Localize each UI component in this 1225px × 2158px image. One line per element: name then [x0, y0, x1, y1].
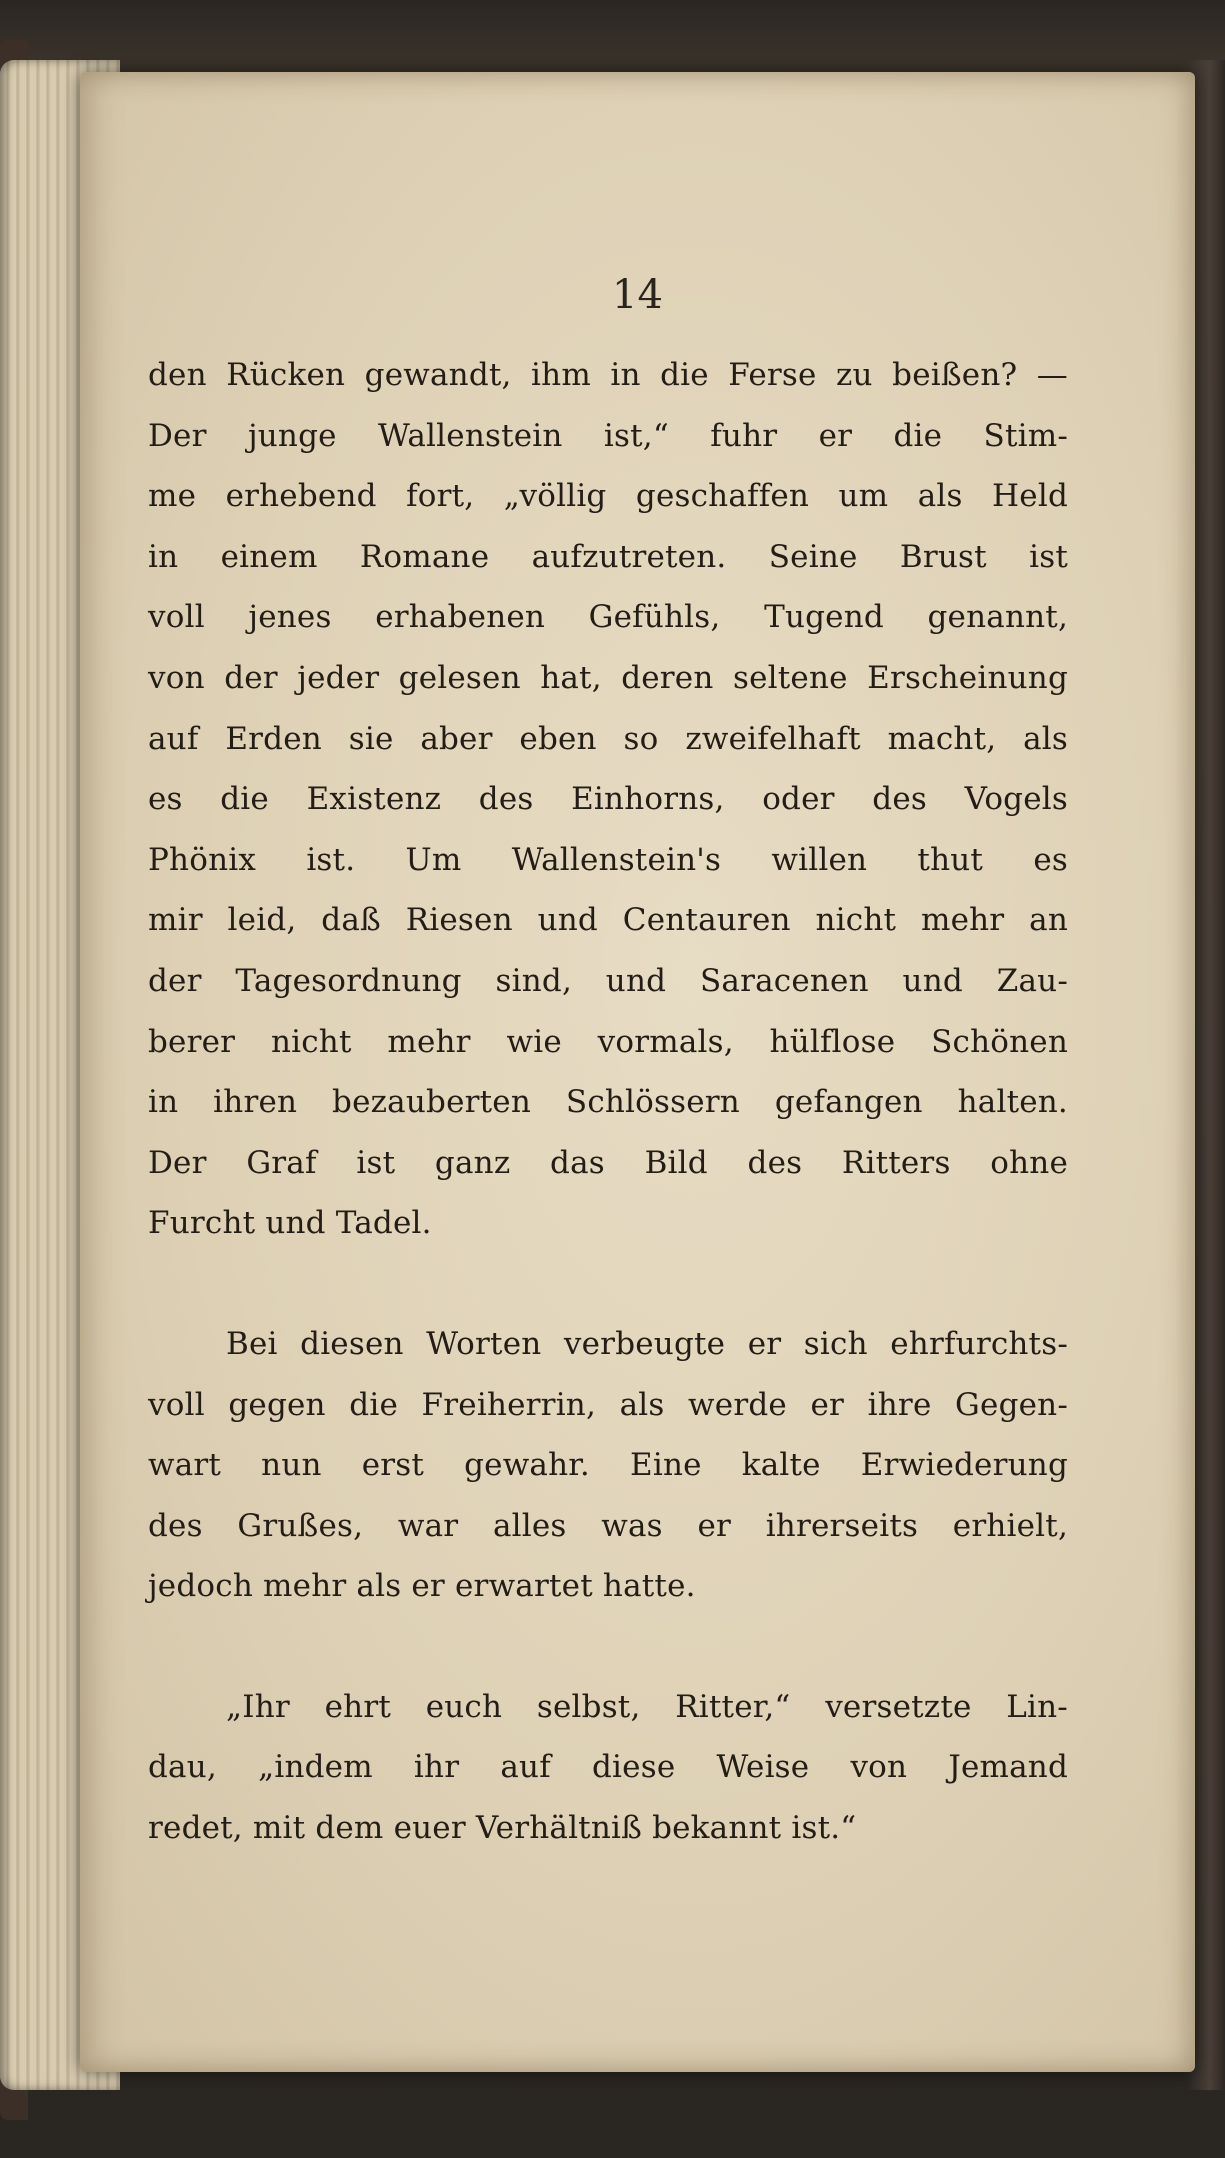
paragraph-gap: [148, 1254, 1068, 1314]
text-line: jedoch mehr als er erwartet hatte.: [148, 1568, 696, 1605]
text-line: Furcht und Tadel.: [148, 1205, 432, 1242]
text-line: auf Erden sie aber eben so zweifelhaft macht, als: [148, 720, 1068, 757]
text-line: me erhebend fort, „völlig geschaffen um als Held: [148, 478, 1068, 515]
page-number: 14: [612, 272, 663, 318]
paragraph-gap: [148, 1617, 1068, 1677]
text-line: berer nicht mehr wie vormals, hülflose Schönen: [148, 1023, 1068, 1060]
text-line: des Grußes, war alles was er ihrerseits erhielt,: [148, 1507, 1068, 1544]
text-line: „Ihr ehrt euch selbst, Ritter,“ versetzte Lin-: [226, 1688, 1068, 1725]
text-line: in ihren bezauberten Schlössern gefangen halten.: [148, 1084, 1068, 1121]
text-line: Der junge Wallenstein ist,“ fuhr er die Stim-: [148, 417, 1068, 454]
text-line: dau, „indem ihr auf diese Weise von Jemand: [148, 1749, 1068, 1786]
text-line: der Tagesordnung sind, und Saracenen und Zau-: [148, 962, 1068, 999]
text-line: Der Graf ist ganz das Bild des Ritters ohne: [148, 1144, 1068, 1181]
text-line: wart nun erst gewahr. Eine kalte Erwiederung: [148, 1447, 1068, 1484]
text-line: Bei diesen Worten verbeugte er sich ehrfurchts-: [226, 1325, 1068, 1362]
text-line: in einem Romane aufzutreten. Seine Brust ist: [148, 538, 1068, 575]
text-line: voll gegen die Freiherrin, als werde er ihre Gegen-: [148, 1386, 1068, 1423]
text-line: mir leid, daß Riesen und Centauren nicht mehr an: [148, 902, 1068, 939]
body-text: [148, 345, 1068, 1859]
text-line: es die Existenz des Einhorns, oder des Vogels: [148, 781, 1068, 818]
text-line: von der jeder gelesen hat, deren seltene Erscheinung: [148, 659, 1068, 696]
text-line: Phönix ist. Um Wallenstein's willen thut es: [148, 841, 1068, 878]
text-line: voll jenes erhabenen Gefühls, Tugend genannt,: [148, 599, 1068, 636]
text-line: den Rücken gewandt, ihm in die Ferse zu beißen? —: [148, 357, 1068, 393]
text-line: redet, mit dem euer Verhältniß bekannt ist.“: [148, 1810, 857, 1847]
